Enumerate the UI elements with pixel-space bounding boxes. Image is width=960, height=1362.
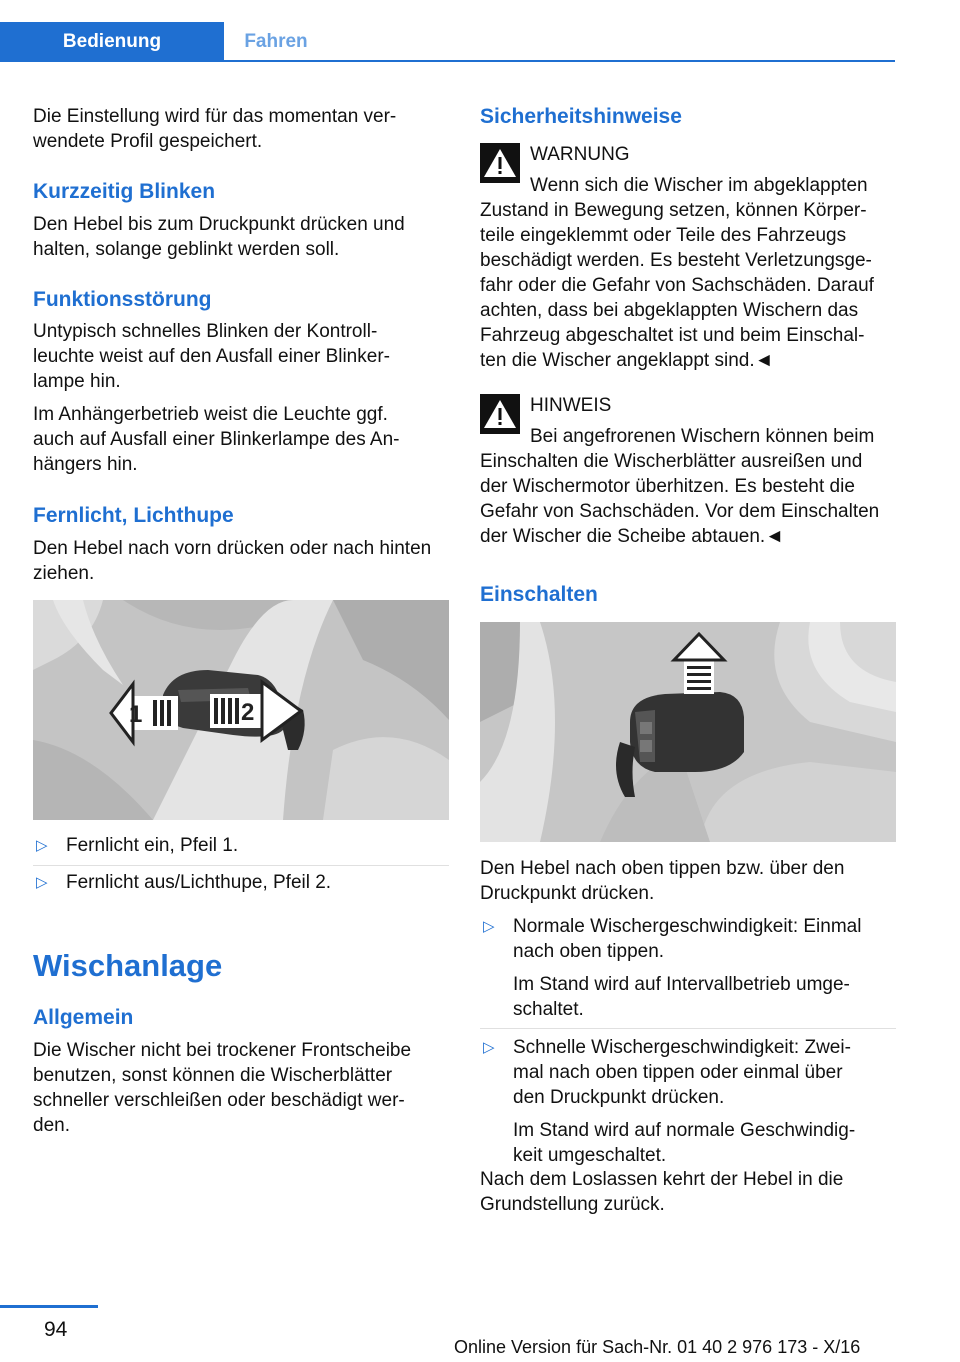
einschalten-bullets <box>480 914 896 1168</box>
triangle-right-icon: ▷ <box>483 918 495 935</box>
stoerung-line-3: lampe hin. <box>33 371 121 392</box>
intro-line-2: wendete Profil gespeichert. <box>33 131 263 152</box>
allg-line-2: benutzen, sonst können die Wischerblätter <box>33 1065 393 1086</box>
heading-wischanlage: Wischanlage <box>33 948 223 983</box>
heading-funktionsstoerung: Funktionsstörung <box>33 288 212 311</box>
list-item: ▷ Schnelle Wischergeschwindigkeit: Zwei- mal nach oben tippen oder einmal über den Druckpunkt drücken. Im Stand wird auf normale Geschwindig- keit umgeschaltet. <box>480 1028 896 1168</box>
heading-allgemein: Allgemein <box>33 1006 134 1029</box>
arrow-label-1: 1 <box>129 701 143 728</box>
lever-figure-svg <box>33 600 449 820</box>
page-number: 94 <box>44 1318 68 1341</box>
intro-line-1: Die Einstellung wird für das momentan ver- <box>33 106 397 127</box>
stoerung-line-1: Untypisch schnelles Blinken der Kontroll- <box>33 321 378 342</box>
warn-line-6: achten, dass bei abgeklappten Wischern das <box>480 300 859 321</box>
anhaenger-line-2: auch auf Ausfall einer Blinkerlampe des An- <box>33 429 400 450</box>
allg-line-4: den. <box>33 1115 70 1136</box>
hinw-line-2: Einschalten die Wischerblätter ausreißen und <box>480 451 863 472</box>
hinw-line-1: Bei angefrorenen Wischern können beim <box>530 426 875 447</box>
hinweis-label: HINWEIS <box>530 395 612 416</box>
footer-version-text: Online Version für Sach-Nr. 01 40 2 976 173 - X/16 <box>454 1337 861 1357</box>
list-item: ▷ Fernlicht ein, Pfeil 1. <box>36 835 239 856</box>
warnung-label: WARNUNG <box>530 144 630 165</box>
warn-line-8: ten die Wischer angeklappt sind.◄ <box>480 350 774 371</box>
header-tabs <box>0 22 895 62</box>
heading-kurzzeitig-blinken: Kurzzeitig Blinken <box>33 180 216 203</box>
fernlicht-bullets <box>33 833 449 897</box>
arrow-label-2: 2 <box>241 699 255 726</box>
anhaenger-line-3: hängers hin. <box>33 454 138 475</box>
tipp-line-2: Druckpunkt drücken. <box>480 883 655 904</box>
footer-accent-line <box>0 1305 98 1308</box>
allg-line-1: Die Wischer nicht bei trockener Frontscheibe <box>33 1040 412 1061</box>
anhaenger-line-1: Im Anhängerbetrieb weist die Leuchte ggf. <box>33 404 388 425</box>
wiper-figure-svg <box>480 622 896 842</box>
warn-line-7: Fahrzeug abgeschaltet ist und beim Einschal- <box>480 325 865 346</box>
heading-sicherheitshinweise: Sicherheitshinweise <box>480 105 682 128</box>
warn-line-3: teile eingeklemmt oder Teile des Fahrzeugs <box>480 225 847 246</box>
triangle-right-icon: ▷ <box>36 837 48 854</box>
blinken-line-2: halten, solange geblinkt werden soll. <box>33 239 340 260</box>
hinw-line-4: Gefahr von Sachschäden. Vor dem Einschalten <box>480 501 880 522</box>
heading-fernlicht: Fernlicht, Lichthupe <box>33 504 234 527</box>
fern-line-1: Den Hebel nach vorn drücken oder nach hinten <box>33 538 432 559</box>
einschalten-illustration <box>480 622 896 842</box>
tab-fahren[interactable]: Fahren <box>244 31 308 52</box>
warn-line-4: beschädigt werden. Es besteht Verletzungsge- <box>480 250 872 271</box>
warn-line-5: fahr oder die Gefahr von Sachschäden. Darauf <box>480 275 874 296</box>
warn-line-1: Wenn sich die Wischer im abgeklappten <box>530 175 868 196</box>
triangle-right-icon: ▷ <box>36 874 48 891</box>
list-item: ▷ Fernlicht aus/Lichthupe, Pfeil 2. <box>33 865 449 897</box>
allg-line-3: schneller verschleißen oder beschädigt wer- <box>33 1090 405 1111</box>
heading-einschalten: Einschalten <box>480 583 598 606</box>
end-line-1: Nach dem Loslassen kehrt der Hebel in die <box>480 1169 844 1190</box>
triangle-right-icon: ▷ <box>483 1039 495 1056</box>
hinw-line-3: der Wischermotor überhitzen. Es besteht die <box>480 476 855 497</box>
tipp-line-1: Den Hebel nach oben tippen bzw. über den <box>480 858 845 879</box>
warn-line-2: Zustand in Bewegung setzen, können Körper- <box>480 200 867 221</box>
end-line-2: Grundstellung zurück. <box>480 1194 665 1215</box>
warning-triangle-icon <box>480 143 520 183</box>
blinken-line-1: Den Hebel bis zum Druckpunkt drücken und <box>33 214 405 235</box>
warning-triangle-icon <box>480 394 520 434</box>
stoerung-line-2: leuchte weist auf den Ausfall einer Blinker- <box>33 346 390 367</box>
fernlicht-illustration <box>33 600 449 820</box>
tab-bedienung[interactable]: Bedienung <box>0 22 224 62</box>
list-item: ▷ Normale Wischergeschwindigkeit: Einmal nach oben tippen. Im Stand wird auf Intervallbetrieb umge- schaltet. <box>483 916 862 1020</box>
hinw-line-5: der Wischer die Scheibe abtauen.◄ <box>480 526 784 547</box>
fern-line-2: ziehen. <box>33 563 95 584</box>
